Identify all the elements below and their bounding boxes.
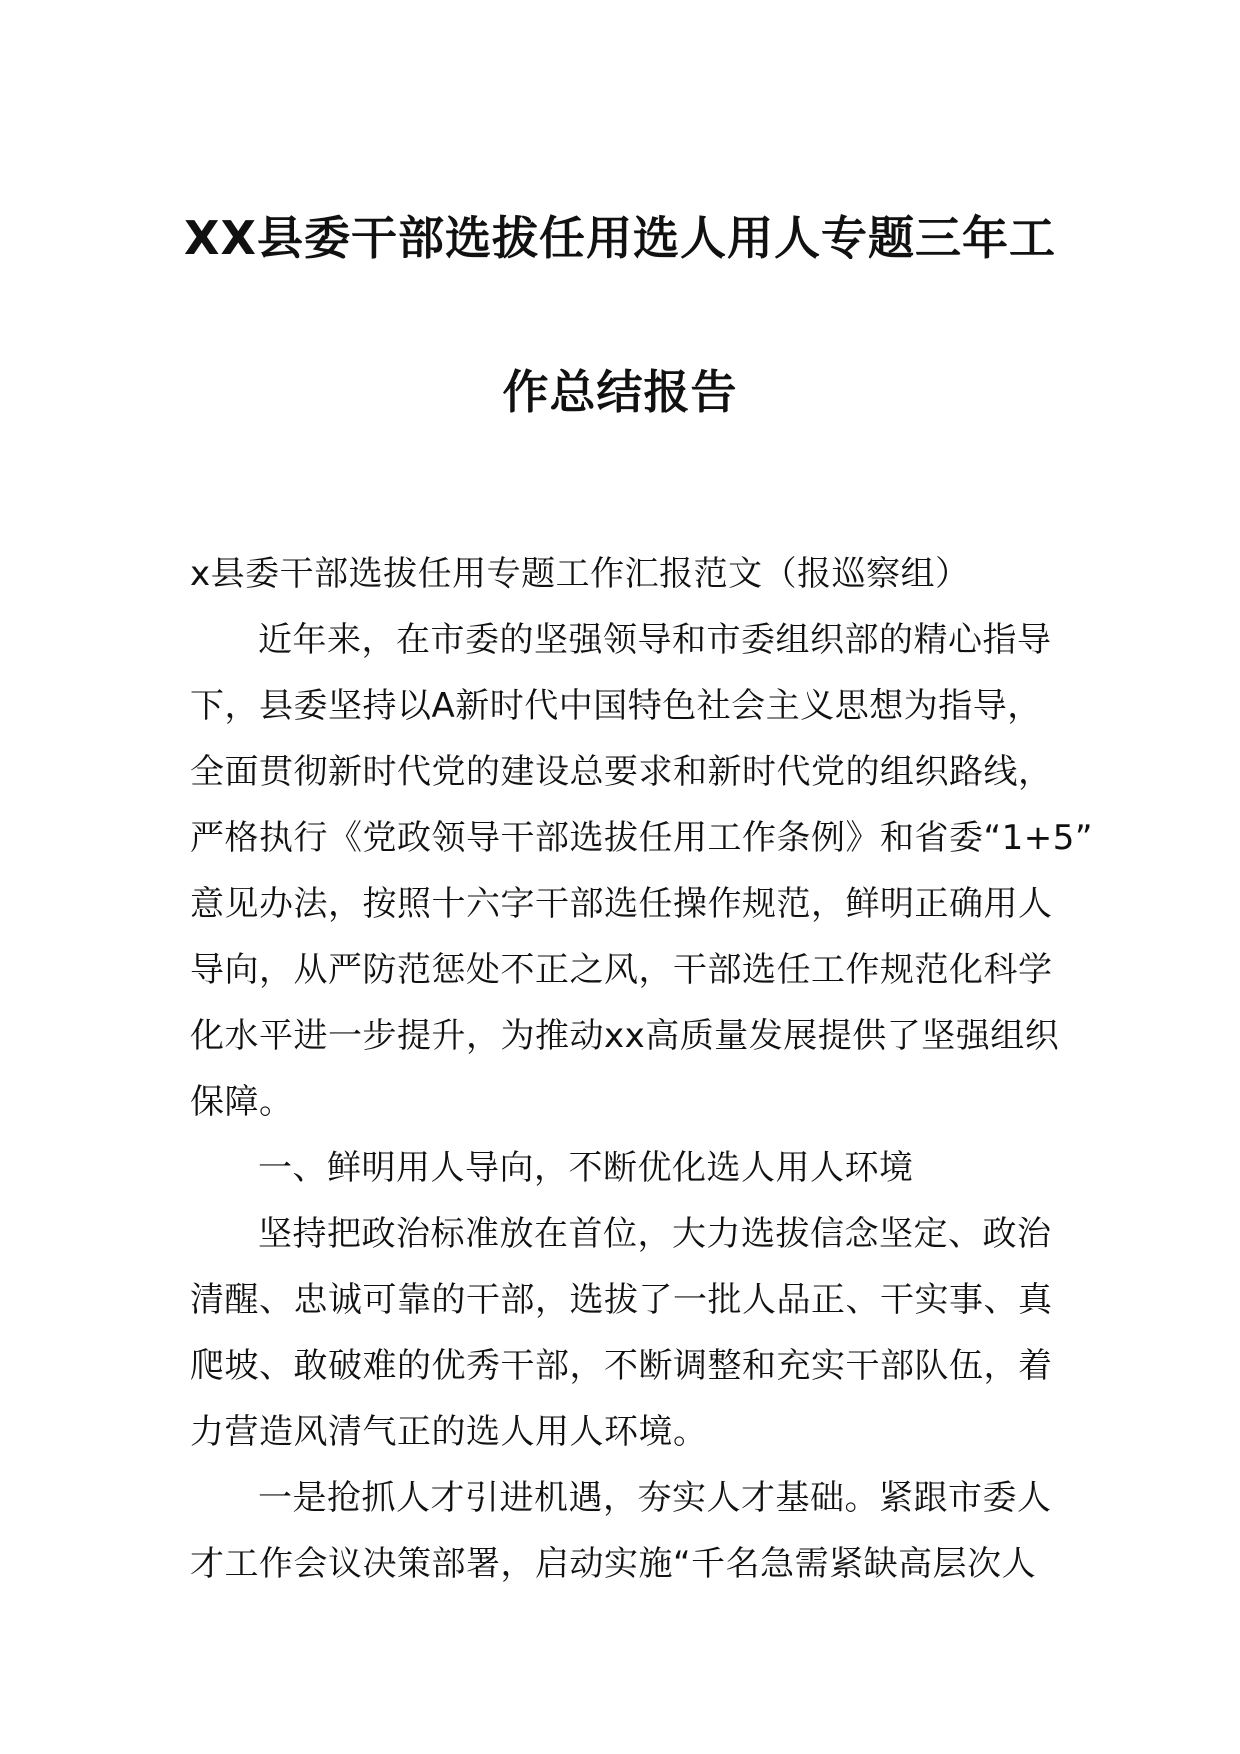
paragraph-line: 爬坡、敢破难的优秀干部，不断调整和充实干部队伍，着 — [190, 1346, 1053, 1386]
paragraph-line: 近年来，在市委的坚强领导和市委组织部的精心指导 — [258, 620, 1052, 660]
paragraph-line: 意见办法，按照十六字干部选任操作规范，鲜明正确用人 — [190, 884, 1053, 924]
document-title-line-1: XX县委干部选拔任用选人用人专题三年工 — [184, 211, 1056, 265]
paragraph-line: 一是抢抓人才引进机遇，夯实人才基础。紧跟市委人 — [258, 1478, 1052, 1518]
paragraph-line: 严格执行《党政领导干部选拔任用工作条例》和省委“1+5” — [190, 818, 1093, 858]
paragraph-line: 坚持把政治标准放在首位，大力选拔信念坚定、政治 — [258, 1214, 1052, 1254]
paragraph-line: 才工作会议决策部署，启动实施“千名急需紧缺高层次人 — [190, 1544, 1037, 1584]
paragraph-line: 力营造风清气正的选人用人环境。 — [190, 1412, 708, 1452]
document-title-line-2: 作总结报告 — [502, 365, 738, 419]
paragraph-line: 全面贯彻新时代党的建设总要求和新时代党的组织路线， — [190, 752, 1053, 792]
paragraph-line: 导向，从严防范惩处不正之风，干部选任工作规范化科学 — [190, 950, 1053, 990]
section-heading: 一、鲜明用人导向，不断优化选人用人环境 — [258, 1148, 914, 1188]
paragraph-line: 保障。 — [190, 1082, 294, 1122]
paragraph-line: 化水平进一步提升，为推动xx高质量发展提供了坚强组织 — [190, 1016, 1060, 1056]
document-subtitle: x县委干部选拔任用专题工作汇报范文（报巡察组） — [190, 554, 970, 594]
paragraph-line: 下，县委坚持以A新时代中国特色社会主义思想为指导， — [190, 686, 1042, 726]
paragraph-line: 清醒、忠诚可靠的干部，选拔了一批人品正、干实事、真 — [190, 1280, 1053, 1320]
